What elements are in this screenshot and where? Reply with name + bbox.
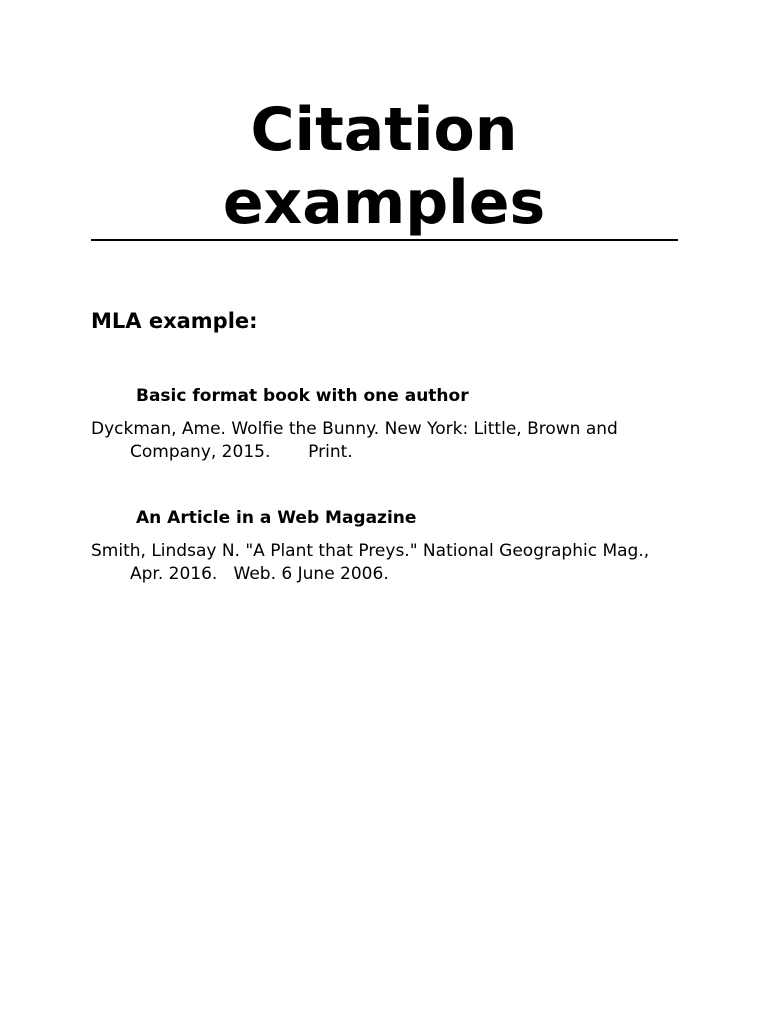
entry-heading-book: Basic format book with one author — [136, 386, 469, 406]
page-title-line-2: examples — [222, 168, 546, 238]
citation-web-magazine-line-2: Apr. 2016. Web. 6 June 2006. — [130, 564, 389, 584]
page-title — [0, 94, 768, 240]
page-title-line-1: Citation — [250, 95, 518, 165]
citation-web-magazine — [91, 540, 691, 586]
section-heading-mla: MLA example: — [91, 309, 258, 333]
citation-book — [91, 418, 691, 464]
title-divider — [91, 239, 678, 241]
citation-book-line-1: Dyckman, Ame. Wolfie the Bunny. New York: Little, Brown and — [91, 419, 618, 439]
entry-heading-web-magazine: An Article in a Web Magazine — [136, 508, 417, 528]
citation-book-line-2: Company, 2015. Print. — [130, 442, 353, 462]
citation-web-magazine-line-1: Smith, Lindsay N. "A Plant that Preys." National Geographic Mag., — [91, 541, 650, 561]
